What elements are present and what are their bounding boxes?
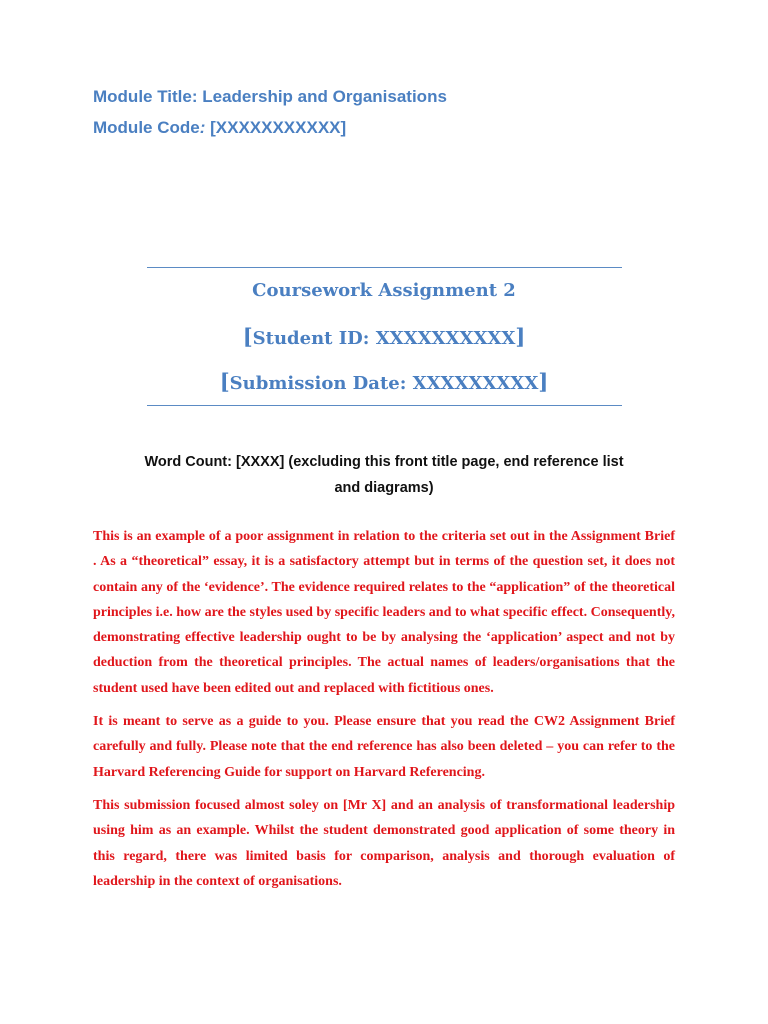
- submission-date-text: Submission Date: XXXXXXXXX: [229, 373, 539, 394]
- feedback-notes: [93, 524, 675, 902]
- student-id: [0, 324, 768, 349]
- feedback-paragraph-2: It is meant to serve as a guide to you. Please ensure that you read the CW2 Assignment Brief carefully and fully. Please note that the end reference has also been deleted – you can refer to the Harvard Referencing Guide for support on Harvard Referencing.: [93, 714, 675, 780]
- module-code: [93, 118, 346, 138]
- submission-date-close-bracket: ]: [538, 369, 549, 394]
- feedback-paragraph-3: This submission focused almost soley on [Mr X] and an analysis of transformational leadership using him as an example. Whilst the student demonstrated good application of some theory in this regard, there was limited basis for comparison, analysis and thorough evaluation of leadership in the context of organisations.: [93, 797, 675, 889]
- student-id-text: Student ID: XXXXXXXXXX: [252, 328, 516, 349]
- student-id-close-bracket: ]: [515, 324, 526, 349]
- cover-rule-top: [147, 267, 622, 268]
- submission-date-open-bracket: [: [219, 369, 230, 394]
- coursework-title: Coursework Assignment 2: [252, 280, 516, 301]
- module-code-value: [XXXXXXXXXXX]: [205, 118, 347, 137]
- student-id-open-bracket: [: [242, 324, 253, 349]
- submission-date: [0, 369, 768, 394]
- module-code-separator: :: [199, 118, 206, 137]
- feedback-paragraph-1: This is an example of a poor assignment in relation to the criteria set out in the Assignment Brief . As a “theoretical” essay, it is a satisfactory attempt but in terms of the question set, it does not contain any of the ‘evidence’. The evidence required relates to the “application” of the theoretical principles i.e. how are the styles used by specific leaders and to what specific effect. Consequently, demonstrating effective leadership ought to be by analysing the ‘application’ aspect and not by deduction from the theoretical principles. The actual names of leaders/organisations that the student used have been edited out and replaced with fictitious ones.: [93, 529, 675, 696]
- module-title: Module Title: Leadership and Organisations: [93, 87, 447, 106]
- module-code-label: Module Code: [93, 118, 200, 137]
- word-count: Word Count: [XXXX] (excluding this front title page, end reference list and diagrams): [144, 454, 624, 496]
- cover-rule-bottom: [147, 405, 622, 406]
